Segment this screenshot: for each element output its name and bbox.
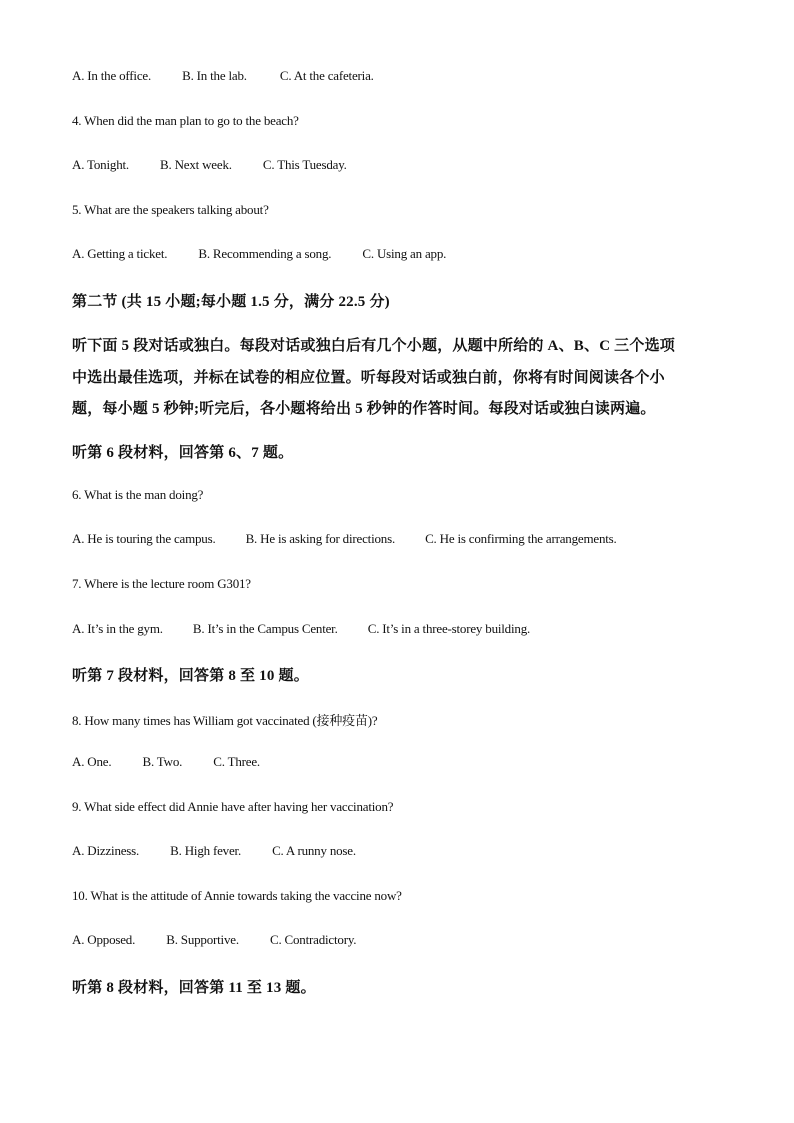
- section-2-instruction-line-3: 题，每小题 5 秒钟;听完后，各小题将给出 5 秒钟的作答时间。每段对话或独白读两遍。: [72, 401, 656, 417]
- question-8-stem: 8. How many times has William got vaccinated (接种疫苗)?: [72, 713, 378, 728]
- material-6-heading: 听第 6 段材料，回答第 6、7 题。: [72, 445, 294, 461]
- q6-option-c: C. He is confirming the arrangements.: [425, 531, 617, 546]
- q9-option-c: C. A runny nose.: [272, 843, 356, 858]
- q7-option-c: C. It’s in a three-storey building.: [367, 621, 531, 636]
- question-10-options: [72, 932, 356, 948]
- question-6-options: [72, 531, 617, 547]
- question-5-options: [72, 246, 446, 262]
- section-2-instruction-line-2: 中选出最佳选项，并标在试卷的相应位置。听每段对话或独白前，你将有时间阅读各个小: [72, 370, 665, 386]
- question-10-stem: 10. What is the attitude of Annie towards taking the vaccine now?: [72, 888, 402, 903]
- question-8-options: [72, 754, 260, 770]
- question-6-stem: 6. What is the man doing?: [72, 487, 204, 502]
- q3-option-a: A. In the office.: [72, 68, 152, 83]
- section-2-instruction-line-1: 听下面 5 段对话或独白。每段对话或独白后有几个小题，从题中所给的 A、B、C 三个选项: [72, 338, 675, 354]
- question-7-options: [72, 621, 530, 637]
- q4-option-a: A. Tonight.: [72, 157, 129, 172]
- q5-option-a: A. Getting a ticket.: [72, 246, 168, 261]
- q9-option-b: B. High fever.: [170, 843, 242, 858]
- question-9-stem: 9. What side effect did Annie have after having her vaccination?: [72, 799, 394, 814]
- question-4-stem: 4. When did the man plan to go to the beach?: [72, 113, 299, 128]
- q10-option-a: A. Opposed.: [72, 932, 136, 947]
- q10-option-c: C. Contradictory.: [269, 932, 357, 947]
- q8-option-b: B. Two.: [142, 754, 183, 769]
- q4-option-b: B. Next week.: [160, 157, 232, 172]
- q3-option-b: B. In the lab.: [182, 68, 247, 83]
- q5-option-c: C. Using an app.: [362, 246, 447, 261]
- q6-option-a: A. He is touring the campus.: [72, 531, 216, 546]
- question-9-options: [72, 843, 356, 859]
- q4-option-c: C. This Tuesday.: [262, 157, 347, 172]
- q5-option-b: B. Recommending a song.: [198, 246, 332, 261]
- material-8-heading: 听第 8 段材料，回答第 11 至 13 题。: [72, 980, 316, 996]
- question-4-options: [72, 157, 347, 173]
- q8-option-a: A. One.: [72, 754, 112, 769]
- q6-option-b: B. He is asking for directions.: [245, 531, 395, 546]
- question-3-options: [72, 68, 374, 84]
- q9-option-a: A. Dizziness.: [72, 843, 140, 858]
- question-7-stem: 7. Where is the lecture room G301?: [72, 576, 251, 591]
- q10-option-b: B. Supportive.: [166, 932, 239, 947]
- q3-option-c: C. At the cafeteria.: [279, 68, 374, 83]
- section-2-title: 第二节 (共 15 小题;每小题 1.5 分，满分 22.5 分): [72, 294, 390, 310]
- material-7-heading: 听第 7 段材料，回答第 8 至 10 题。: [72, 668, 309, 684]
- question-5-stem: 5. What are the speakers talking about?: [72, 202, 269, 217]
- q8-option-c: C. Three.: [213, 754, 260, 769]
- q7-option-a: A. It’s in the gym.: [72, 621, 163, 636]
- q7-option-b: B. It’s in the Campus Center.: [192, 621, 338, 636]
